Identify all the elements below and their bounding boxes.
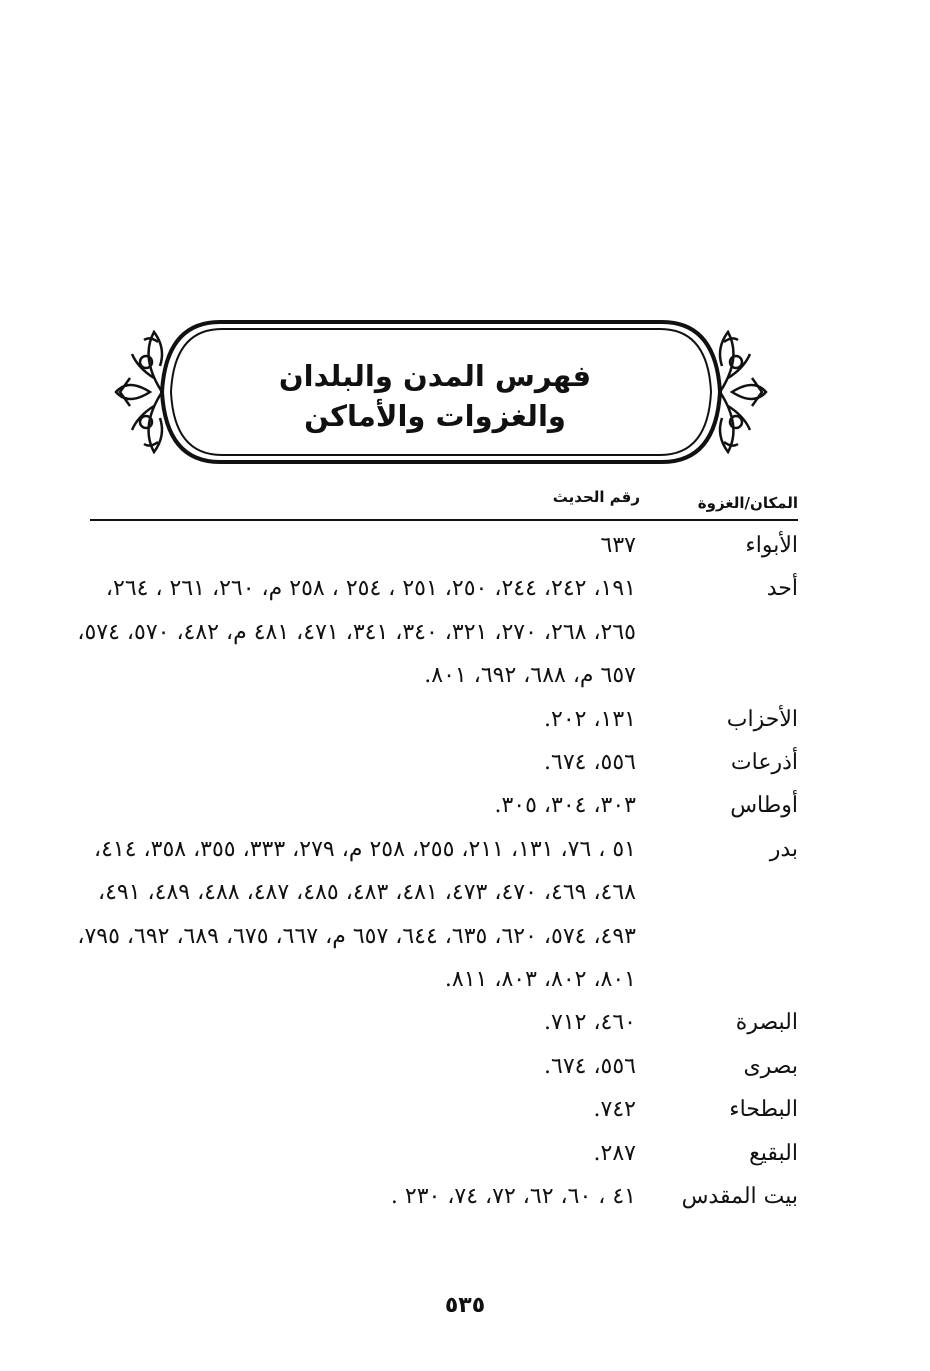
table-header (90, 488, 798, 516)
entry-numbers: ٥١ ، ٧٦، ١٣١، ٢١١، ٢٥٥، ٢٥٨ م، ٢٧٩، ٣٣٣، ٣٥٥، ٣٥٨، ٤١٤، ٤٦٨، ٤٦٩، ٤٧٠، ٤٧٣، ٤٨١، ٤٨٣، ٤٨٥، ٤٨٧، ٤٨٨، ٤٨٩، ٤٩١، ٤٩٣، ٥٧٤، ٦٢٠، ٦٣٥، ٦٤٤، ٦٥٧ م، ٦٦٧، ٦٧٥، ٦٨٩، ٦٩٢، ٧٩٥، ٨٠١، ٨٠٢، ٨٠٣، ٨١١. (77, 836, 636, 993)
entry-place: البصرة (735, 1010, 798, 1036)
entry-numbers: ٥٥٦، ٦٧٤. (544, 1053, 636, 1079)
index-entry (40, 828, 800, 1002)
header-divider (90, 519, 798, 521)
entry-place: أذرعات (730, 750, 798, 776)
entry-numbers: ١٣١، ٢٠٢. (544, 706, 636, 732)
index-entry (40, 1175, 800, 1218)
page-title (170, 356, 700, 436)
title-line-1: فهرس المدن والبلدان (278, 359, 592, 393)
header-number: رقم الحديث (552, 488, 640, 506)
entry-place: البقيع (749, 1140, 798, 1166)
entry-numbers: ٣٠٣، ٣٠٤، ٣٠٥. (494, 793, 636, 819)
title-line-2: والغزوات والأماكن (304, 399, 566, 433)
entry-place: الأحزاب (726, 706, 798, 732)
page-number: ٥٣٥ (444, 1293, 486, 1318)
index-entry (40, 524, 800, 567)
index-entry (40, 1088, 800, 1131)
index-entry (40, 784, 800, 827)
entry-place: البطحاء (729, 1097, 798, 1123)
entry-numbers: ٥٥٦، ٦٧٤. (544, 750, 636, 776)
entry-numbers: ٤٦٠، ٧١٢. (544, 1010, 636, 1036)
index-entry (40, 741, 800, 784)
index-entry (40, 1132, 800, 1175)
index-entry (40, 1001, 800, 1044)
index-entry (40, 567, 800, 697)
entry-numbers: ٧٤٢. (593, 1097, 636, 1123)
index-entries (40, 524, 800, 1219)
entry-place: بدر (769, 836, 798, 862)
index-entry (40, 698, 800, 741)
header-place: المكان/الغزوة (697, 494, 798, 512)
entry-numbers: ٢٨٧. (593, 1140, 636, 1166)
entry-place: بيت المقدس (681, 1184, 798, 1210)
entry-place: أحد (766, 576, 798, 602)
entry-place: الأبواء (745, 533, 798, 558)
entry-numbers: ٤١ ، ٦٠، ٦٢، ٧٢، ٧٤، ٢٣٠ . (390, 1184, 636, 1210)
entry-numbers: ١٩١، ٢٤٢، ٢٤٤، ٢٥٠، ٢٥١ ، ٢٥٤ ، ٢٥٨ م، ٢٦٠، ٢٦١ ، ٢٦٤، ٢٦٥، ٢٦٨، ٢٧٠، ٣٢١، ٣٤٠، ٣٤١، ٤٧١، ٤٨١ م، ٤٨٢، ٥٧٠، ٥٧٤، ٦٥٧ م، ٦٨٨، ٦٩٢، ٨٠١. (77, 576, 636, 689)
entry-place: بصرى (743, 1053, 798, 1079)
entry-numbers: ٦٣٧ (600, 533, 636, 558)
entry-place: أوطاس (730, 793, 798, 819)
index-entry (40, 1045, 800, 1088)
